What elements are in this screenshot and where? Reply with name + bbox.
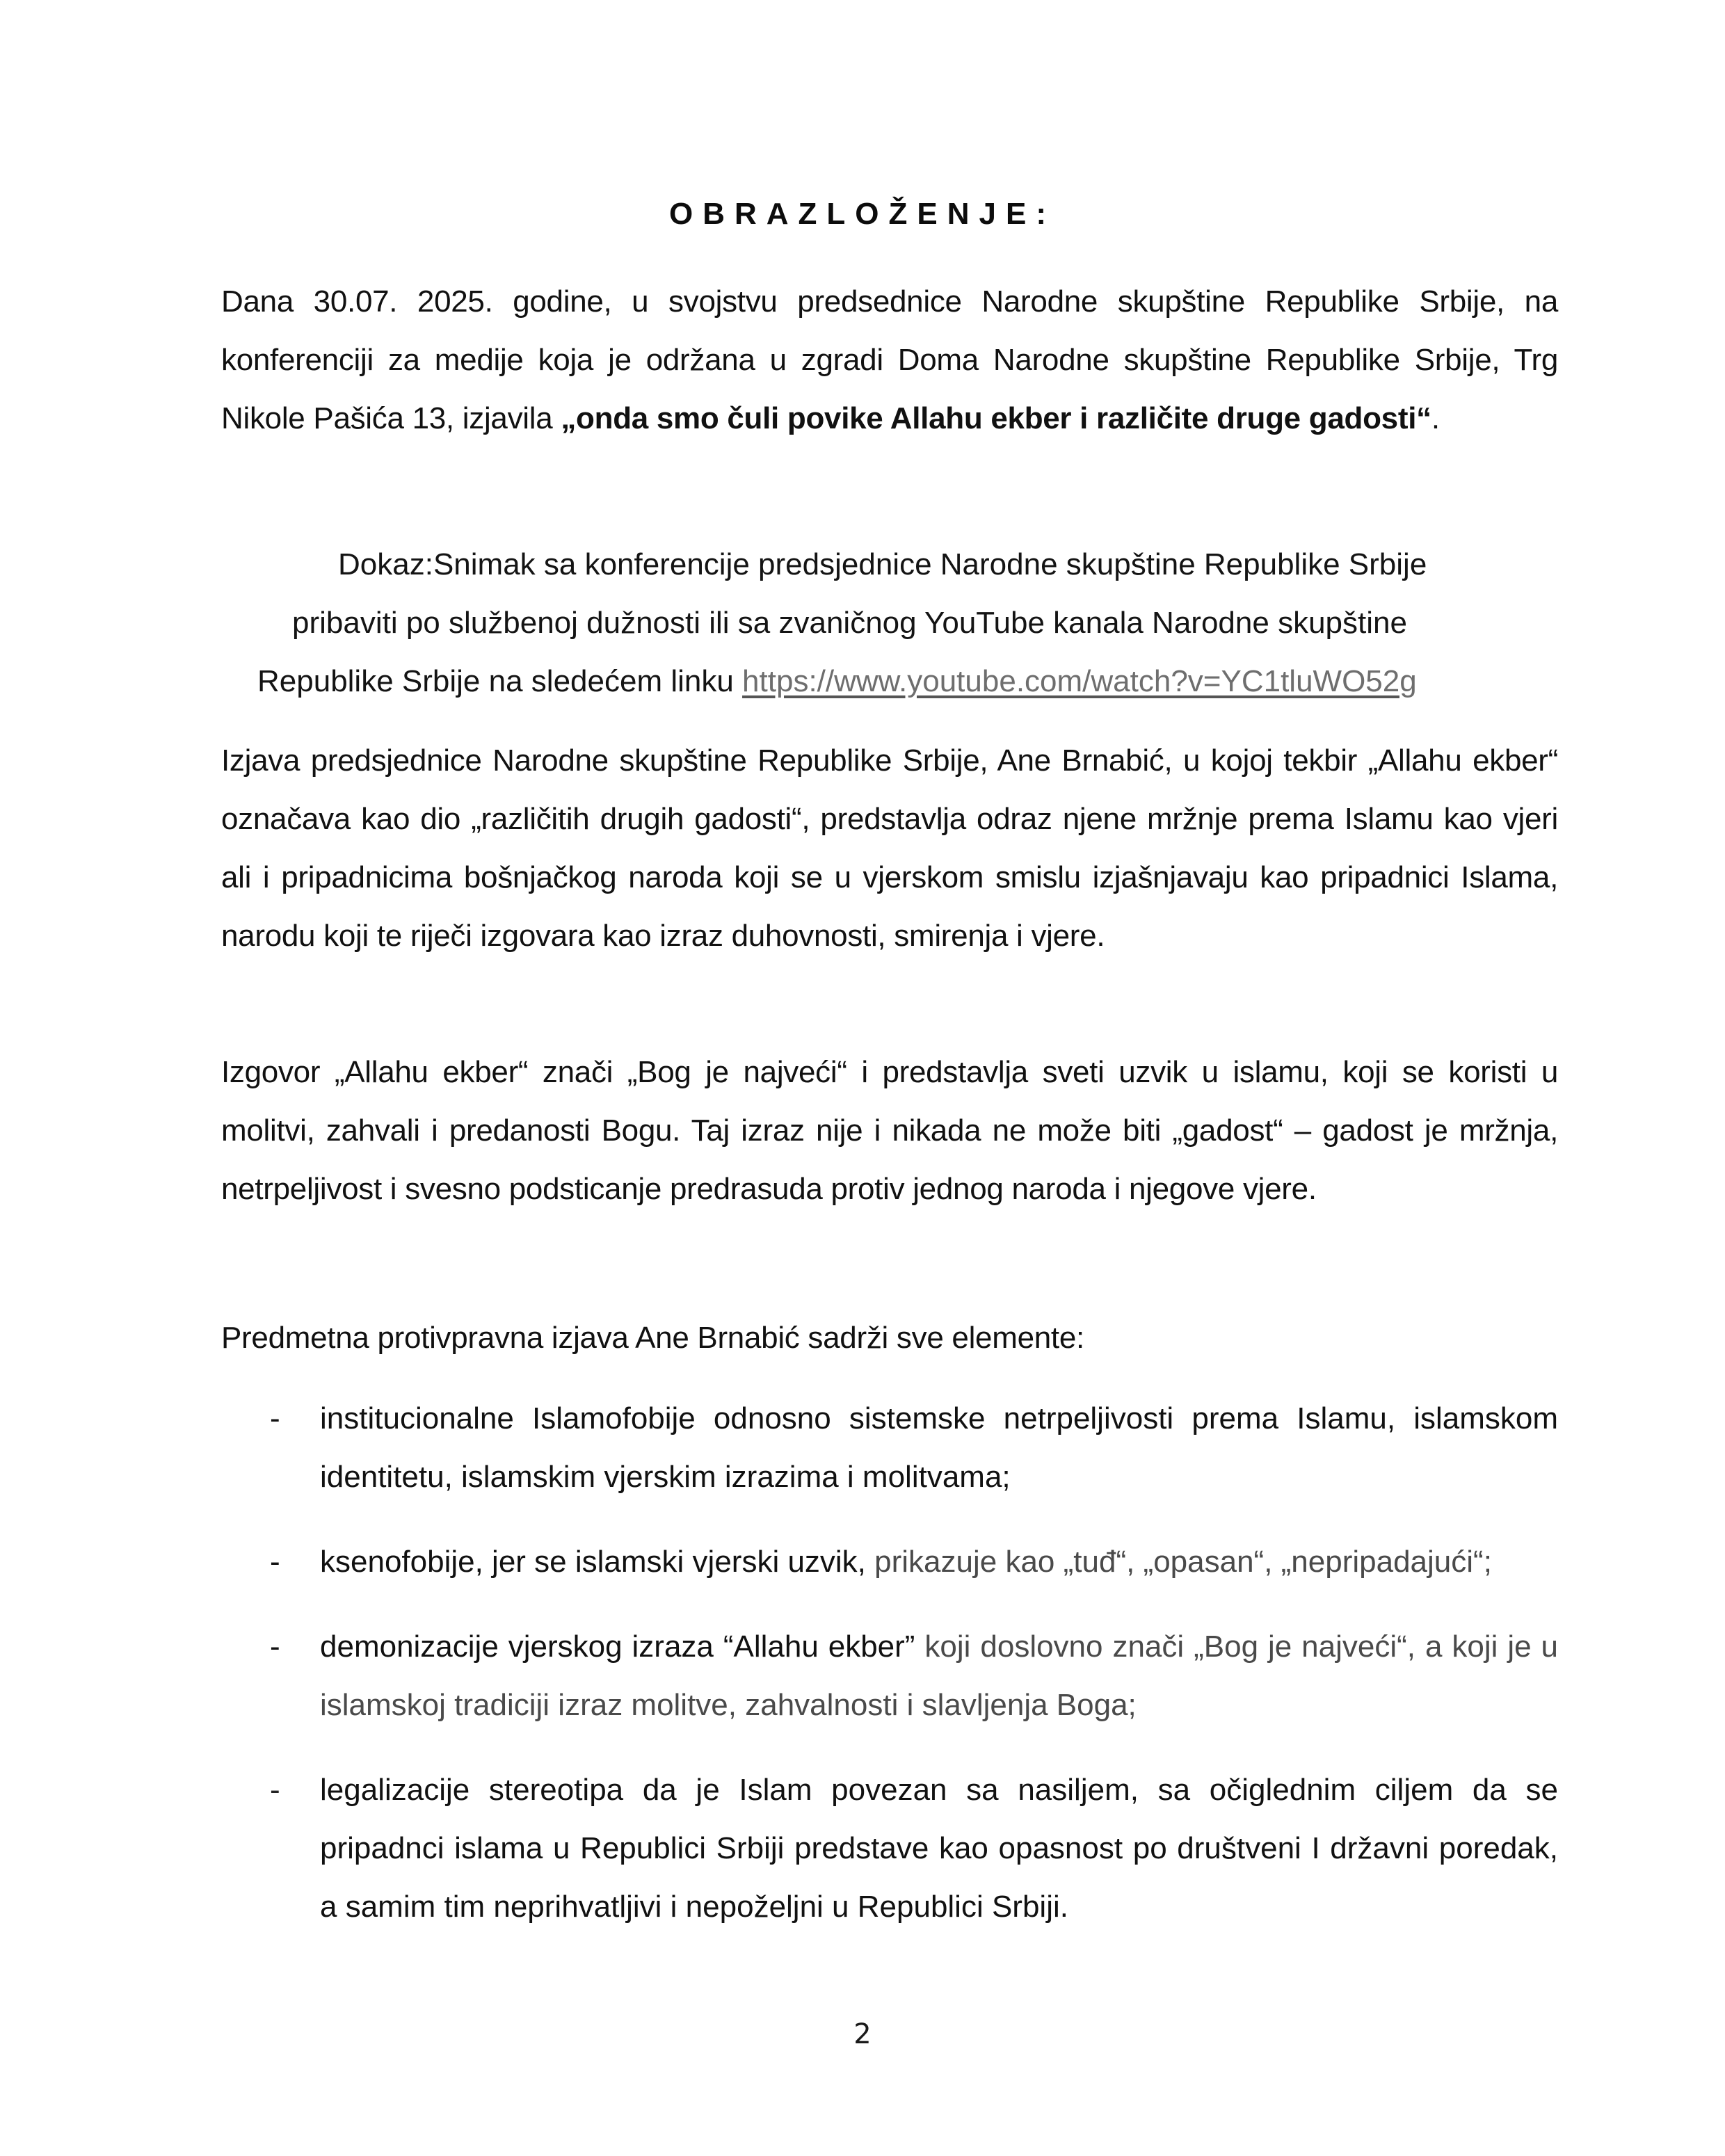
list-item-text: ksenofobije, jer se islamski vjerski uzvik, (320, 1545, 866, 1579)
list-item-text-faded: prikazuje kao „tuđ“, „opasan“, „nepripadajući“; (865, 1545, 1492, 1579)
evidence-line-3-prefix: Republike Srbije na sledećem linku (257, 664, 743, 698)
quote-open: „ (561, 401, 577, 435)
list-item (221, 1618, 1558, 1735)
page-number: 2 (853, 2018, 872, 2050)
dash-bullet-icon: - (270, 1773, 280, 1807)
paragraph-analysis: Izjava predsjednice Narodne skupštine Republike Srbije, Ane Brnabić, u kojoj tekbir „Allahu ekber“ označava kao dio „različitih drugih gadosti“, predstavlja odraz njene mržnje prema Islamu kao vjeri ali i pripadnicima bošnjačkog naroda koji se u vjerskom smislu izjašnjavaju kao pripadnici Islama, narodu koji te riječi izgovara kao izraz duhovnosti, smirenja i vjere. (221, 743, 1558, 953)
dash-bullet-icon: - (270, 1545, 280, 1579)
list-item-text: demonizacije vjerskog izraza “Allahu ekber” (320, 1630, 915, 1664)
evidence-line-2: pribaviti po službenoj dužnosti ili sa zvaničnog YouTube kanala Narodne skupštine (292, 606, 1407, 640)
quoted-statement (561, 401, 1431, 435)
paragraph-elements-intro: Predmetna protivpravna izjava Ane Brnabić sadrži sve elemente: (221, 1321, 1084, 1355)
evidence-block (243, 536, 1558, 711)
paragraph-meaning: Izgovor „Allahu ekber“ znači „Bog je najveći“ i predstavlja sveti uzvik u islamu, koji se koristi u molitvi, zahvali i predanosti Bogu. Taj izraz nije i nikada ne može biti „gadost“ – gadost je mržnja, netrpeljivost i svesno podsticanje predrasuda protiv jednog naroda i njegove vjere. (221, 1055, 1558, 1206)
list-item-text: institucionalne Islamofobije odnosno sistemske netrpeljivosti prema Islamu, islamskom identitetu, islamskim vjerskim izrazima i molitvama; (320, 1401, 1558, 1494)
paragraph-statement-text: Dana 30.07. 2025. godine, u svojstvu predsednice Narodne skupštine Republike Srbije, na konferenciji za medije koja je održana u zgradi Doma Narodne skupštine Republike Srbije, Trg Nikole Pašića 13, izjavila (221, 284, 1558, 435)
youtube-link[interactable]: https://www.youtube.com/watch?v=YC1tluWO52g (742, 664, 1417, 698)
list-item (221, 1761, 1558, 1936)
evidence-line-3 (243, 652, 1558, 711)
list-item (221, 1533, 1558, 1591)
list-item-text: legalizacije stereotipa da je Islam povezan sa nasiljem, sa očiglednim ciljem da se pripadnci islama u Republici Srbiji predstave kao opasnost po društveni I državni poredak, a samim tim neprihvatljivi i nepoželjni u Republici Srbiji. (320, 1773, 1558, 1924)
document-title: OBRAZLOŽENJE: (669, 197, 1056, 231)
list-item (221, 1390, 1558, 1506)
dash-bullet-icon: - (270, 1630, 280, 1664)
paragraph-tail: . (1431, 401, 1440, 435)
elements-list (221, 1390, 1558, 1963)
list-item-text-faded: koji doslovno znači „Bog je najveći“, a koji je u islamskoj tradiciji izraz molitve, zahvalnosti i slavljenja Boga; (320, 1630, 1558, 1722)
paragraph-statement (221, 273, 1558, 448)
quoted-statement-text: onda smo čuli povike Allahu ekber i različite druge gadosti“ (576, 401, 1431, 435)
dash-bullet-icon: - (270, 1401, 280, 1435)
evidence-line-1: Dokaz:Snimak sa konferencije predsjednice Narodne skupštine Republike Srbije (338, 547, 1427, 581)
